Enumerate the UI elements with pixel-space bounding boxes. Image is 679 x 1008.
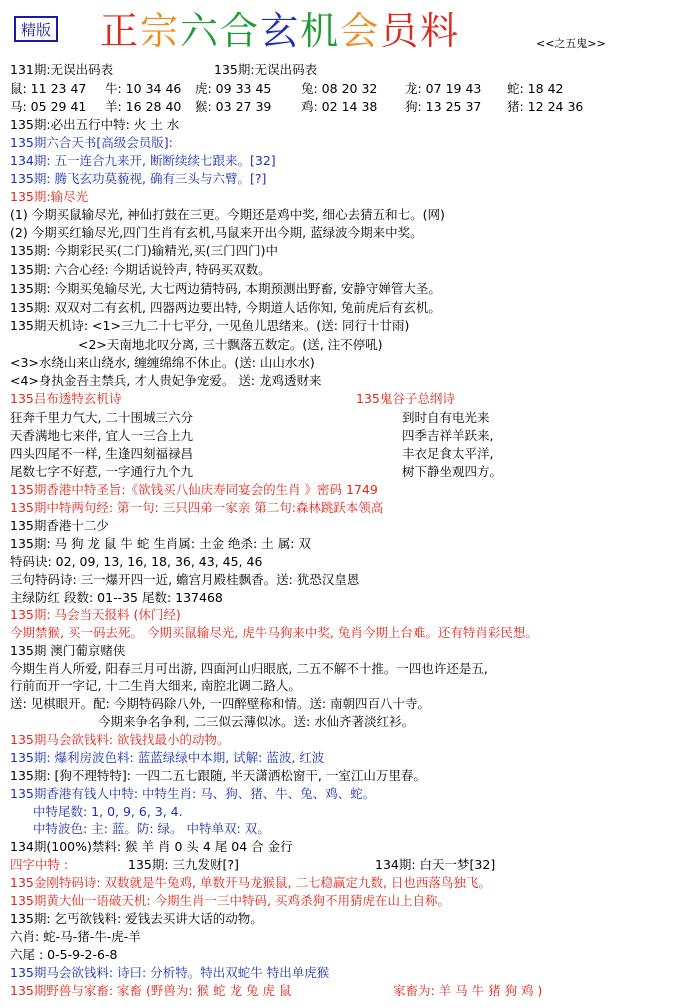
text-segment: 135期: 今期买兔输尽光, 大七两边猜特码, 本期预测出野畜, 安静守婵管大圣。: [10, 281, 441, 296]
text-line: [78, 336, 383, 354]
text-segment: 尾数七字不好惹, 一字通行九个九: [10, 464, 193, 479]
text-segment: 135吕布透特玄机诗: [10, 391, 122, 406]
text-segment: 蛇: 18 42: [507, 81, 564, 96]
text-line: [10, 427, 494, 445]
text-line: [10, 409, 490, 427]
text-segment: 135期中特两句经: 第一句: 三只四弟一家亲 第二句:森林跳跃本领高: [10, 500, 384, 515]
text-line: [10, 445, 494, 463]
text-line: [10, 224, 423, 242]
text-segment: 134期: 五一连合九来开, 断断续续七跟来。[32]: [10, 153, 276, 168]
text-line: [10, 80, 564, 98]
text-line: [33, 803, 183, 821]
text-line: [10, 695, 430, 713]
text-line: [10, 749, 324, 767]
title-char: 宗: [140, 9, 181, 53]
text-segment: 135期 澳门葡京赌侠: [10, 643, 126, 658]
title-char: 料: [420, 9, 461, 53]
text-line: [10, 61, 318, 79]
text-line: [10, 98, 584, 116]
text-segment: 四字中特 :: [10, 857, 69, 872]
text-line: [10, 170, 266, 188]
text-line: [10, 892, 450, 910]
text-line: [10, 856, 68, 874]
title-char: 玄: [260, 9, 301, 53]
text-segment: 天香满地七来伴, 宜人一三合上九: [10, 428, 193, 443]
author-label: <<之五鬼>>: [536, 37, 606, 50]
text-segment: 今期生肖人所爱, 阳春三月可出游, 四面河山归眼底, 二五不解不十推。一四也许还是五,: [10, 661, 488, 676]
text-line: [10, 116, 179, 134]
text-segment: (2) 今期买红输尽光,四门生肖有玄机,马鼠来开出今期, 蓝绿波今期来中奖。: [10, 225, 423, 240]
page-title: [100, 8, 460, 54]
text-line: [10, 261, 271, 279]
text-line: [10, 785, 375, 803]
text-line: [128, 856, 496, 874]
edition-badge: 精版: [14, 16, 58, 42]
text-segment: 鼠: 11 23 47: [10, 81, 87, 96]
title-char: 会: [340, 9, 381, 53]
text-line: [10, 517, 109, 535]
text-line: [10, 499, 383, 517]
text-segment: 135期: 马 狗 龙 鼠 牛 蛇 生肖属: 土金 绝杀: 土 属: 双: [10, 536, 311, 551]
text-segment: 135期: 六合心经: 今期话说铃声, 特码买双数。: [10, 262, 271, 277]
text-line: [10, 206, 445, 224]
text-segment: 主绿防红 段数: 01--35 尾数: 137468: [10, 590, 223, 605]
title-char: 员: [380, 9, 421, 53]
text-line: [10, 928, 141, 946]
text-segment: 135期: 今期彩民买(二门)输精光,买(三门四门)中: [10, 243, 279, 258]
text-segment: 135期: 马会当天报料 (休门经): [10, 607, 181, 622]
text-segment: 六尾 : 0-5-9-2-6-8: [10, 947, 118, 962]
text-segment: 兔: 08 20 32: [301, 81, 378, 96]
text-segment: 131期:无误出码表: [10, 62, 114, 77]
text-segment: 135期香港中特圣旨:《欲钱买八仙庆寿同宴会的生肖 》密码 1749: [10, 482, 378, 497]
text-segment: 羊: 16 28 40: [105, 99, 182, 114]
text-line: [33, 820, 270, 838]
text-line: [10, 767, 426, 785]
text-line: [10, 589, 223, 607]
text-line: [10, 677, 301, 695]
text-segment: 135期: 腾飞玄功莫藐视, 确有三头与六臂。[?]: [10, 171, 267, 186]
text-line: [10, 553, 262, 571]
text-line: [10, 354, 315, 372]
text-line: [10, 463, 503, 481]
text-line: [10, 372, 322, 390]
text-line: [10, 535, 311, 553]
text-line: [10, 606, 181, 624]
text-segment: 家畜为: 羊 马 牛 猪 狗 鸡 ): [393, 983, 543, 998]
text-segment: 134期: 白天一梦[32]: [375, 857, 496, 872]
text-segment: 今期禁猴, 买一码去死。 今期买鼠输尽光, 虎牛马狗来中奖, 兔肖今期上台难。还有特肖彩民想。: [10, 625, 538, 640]
text-segment: 鸡: 02 14 38: [301, 99, 378, 114]
text-segment: 今期来争名争利, 二三似云薄似冰。送: 水仙齐著淡红衫。: [98, 714, 415, 729]
text-segment: 135金刚特码诗: 双数就是牛兔鸡, 单数开马龙猴鼠, 二七稳赢定九数, 日也西落鸟独飞。: [10, 875, 491, 890]
text-segment: 狂奔千里力气大, 二十围城三六分: [10, 410, 193, 425]
text-segment: 135期:必出五行中特: 火 土 水: [10, 117, 180, 132]
text-segment: 135期香港有钱人中特: 中特生肖: 马、狗、猪、牛、兔、鸡、蛇。: [10, 786, 376, 801]
text-line: [10, 280, 441, 298]
text-line: [10, 624, 538, 642]
text-line: [10, 242, 278, 260]
text-segment: 三句特码诗: 三一爆开四一近, 蟾宫月殿桂飘香。送: 犹恐汉皇恩: [10, 572, 360, 587]
text-segment: 134期(100%)禁料: 猴 羊 肖 0 头 4 尾 04 合 金行: [10, 839, 293, 854]
text-segment: 135期: 三九发财[?]: [128, 857, 239, 872]
text-segment: <2>天南地北叹分离, 三十飘落五数定。(送, 注不停吼): [78, 337, 383, 352]
text-line: [10, 299, 441, 317]
text-line: [10, 946, 117, 964]
text-segment: 135期: 乞丐欲钱料: 爱钱去买讲大话的动物。: [10, 911, 263, 926]
title-char: 机: [300, 9, 341, 53]
text-segment: 135鬼谷子总纲诗: [356, 391, 455, 406]
text-segment: 四头四尾不一样, 生逢四刻福禄昌: [10, 446, 193, 461]
title-char: 六: [180, 9, 221, 53]
text-line: [98, 713, 414, 731]
text-segment: 135期: 爆利房波色料: 蓝蓝绿绿中本期, 试解: 蓝波, 红波: [10, 750, 325, 765]
text-segment: 行前而开一字记, 十二生肖大细来, 南腔北调二路人。: [10, 678, 301, 693]
text-line: [10, 910, 263, 928]
text-line: [10, 642, 125, 660]
text-line: [10, 571, 359, 589]
text-segment: 135期野兽与家畜: 家畜 (野兽为: 猴 蛇 龙 兔 虎 鼠: [10, 983, 292, 998]
text-segment: 135期: [狗不理特特]: 一四二五七跟随, 半天潇洒松窗干, 一室江山万里春。: [10, 768, 426, 783]
text-segment: 中特波色: 主: 蓝。防: 绿。 中特单双: 双。: [33, 821, 270, 836]
text-segment: 猴: 03 27 39: [195, 99, 272, 114]
title-char: 正: [100, 9, 141, 53]
text-segment: 虎: 09 33 45: [195, 81, 272, 96]
text-segment: 中特尾数: 1, 0, 9, 6, 3, 4.: [33, 804, 183, 819]
text-segment: 四季吉祥羊跃来,: [402, 428, 494, 443]
text-line: [10, 964, 329, 982]
text-line: [10, 188, 88, 206]
text-segment: 六肖: 蛇-马-猪-牛-虎-羊: [10, 929, 141, 944]
text-line: [10, 982, 543, 1000]
text-line: [10, 874, 491, 892]
text-line: [10, 317, 409, 335]
title-char: 合: [220, 9, 261, 53]
text-segment: <3>水绕山来山绕水, 缠缠绵绵不休止。(送: 山山水水): [10, 355, 315, 370]
text-segment: 135期: 双双对二有玄机, 四器两边要出特, 今期道人话你知, 兔前虎后有玄机。: [10, 300, 441, 315]
text-segment: 135期马会欲钱料: 诗曰: 分析特。特出双蛇牛 特出单虎猴: [10, 965, 330, 980]
text-segment: (1) 今期买鼠输尽光, 神仙打鼓在三更。今期还是鸡中奖, 细心去猜五和七。(网): [10, 207, 445, 222]
text-segment: 狗: 13 25 37: [405, 99, 482, 114]
text-line: [10, 731, 230, 749]
text-segment: 马: 05 29 41: [10, 99, 87, 114]
text-segment: 特码诀: 02, 09, 13, 16, 18, 36, 43, 45, 46: [10, 554, 263, 569]
text-segment: 135期六合天书[高级会员版]:: [10, 135, 173, 150]
text-segment: 135期:输尽光: [10, 189, 89, 204]
text-segment: 送: 见棋眼开。配: 今期特码除八外, 一四醉壁称和情。送: 南朝四百八十寺。: [10, 696, 431, 711]
text-segment: 猪: 12 24 36: [507, 99, 584, 114]
text-line: [10, 134, 173, 152]
text-line: [10, 152, 276, 170]
text-segment: <4>身执金吾主禁兵, 才人贵妃争宠爱。 送: 龙鸡透财来: [10, 373, 322, 388]
text-segment: 牛: 10 34 46: [105, 81, 182, 96]
text-segment: 135期:无误出码表: [214, 62, 318, 77]
text-line: [10, 838, 293, 856]
text-segment: 树下静坐观四方。: [402, 464, 503, 479]
text-segment: 135期香港十二少: [10, 518, 109, 533]
text-segment: 到时自有电光来: [402, 410, 490, 425]
text-line: [10, 481, 378, 499]
text-segment: 135期天机诗: <1>三九二十七平分, 一见鱼儿思绪来。(送: 同行十廿雨): [10, 318, 410, 333]
text-segment: 龙: 07 19 43: [405, 81, 482, 96]
text-segment: 135期马会欲钱料: 欲钱找最小的动物。: [10, 732, 230, 747]
text-segment: 丰衣足食太平洋,: [402, 446, 494, 461]
text-segment: 135期黄大仙一语破天机: 今期生肖一三中特码, 买鸡杀狗不用猜虎在山上自称。: [10, 893, 450, 908]
text-line: [10, 390, 455, 408]
text-line: [10, 660, 488, 678]
